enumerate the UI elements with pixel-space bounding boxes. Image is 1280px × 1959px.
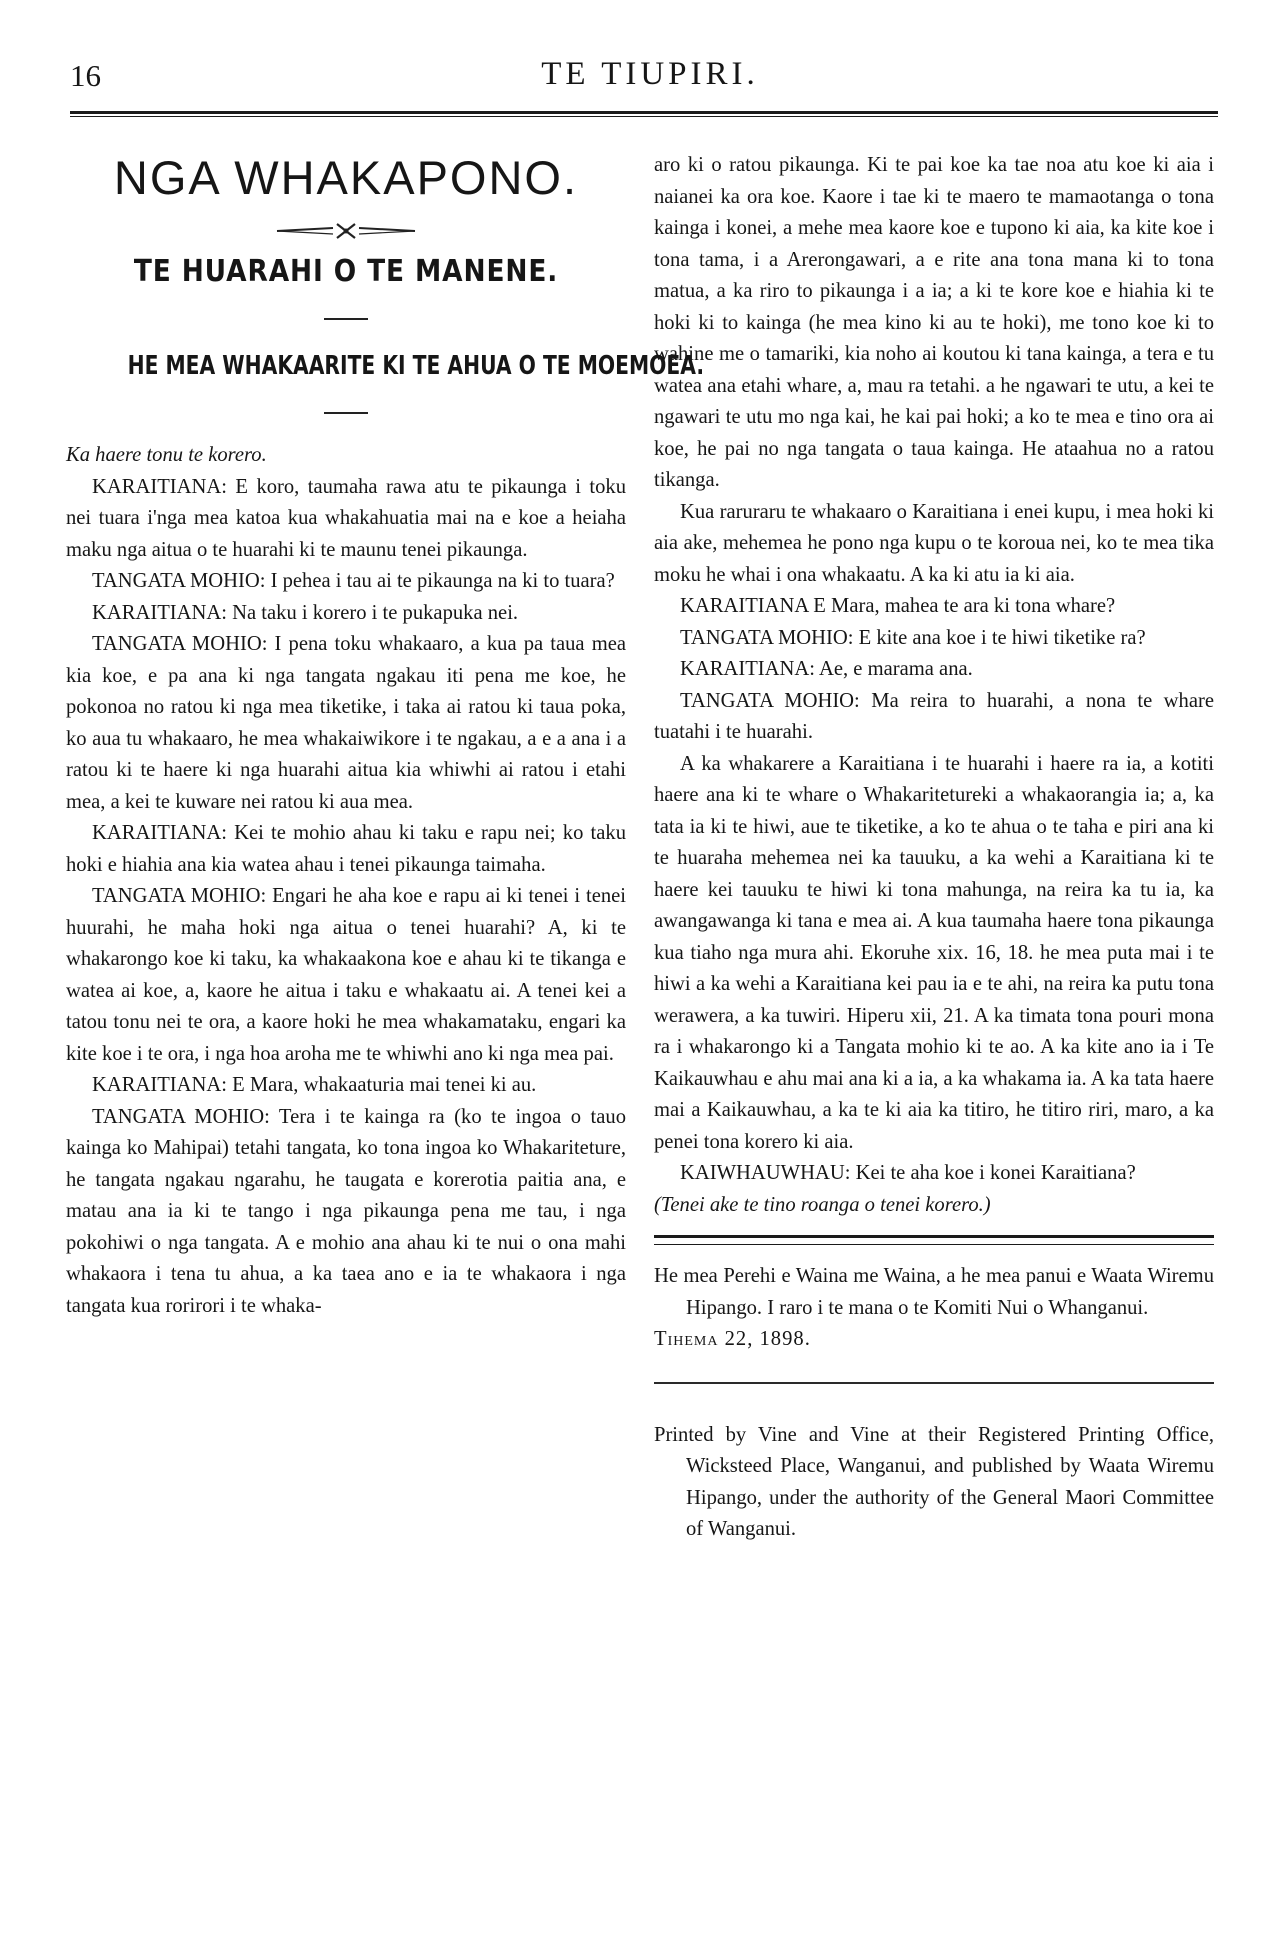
printer-text: Printed by Vine and Vine at their Registered Printing Office, Wicksteed Place, Wanganui, and published by Waata Wiremu Hipango, under the authority of the General Maori Committee of Wanganui. <box>654 1423 1214 1540</box>
paragraph: KARAITIANA: E koro, taumaha rawa atu te pikaunga i toku nei tuara i'nga mea katoa kua whakahuatia mai na e koe a heiaha maku nga aitua o te huarahi ki te maunu tenei pikaunga. <box>66 475 626 561</box>
notice-text: He mea Perehi e Waina me Waina, a he mea panui e Waata Wiremu Hipango. I raro i te mana o te Komiti Nui o Whanganui. <box>654 1265 1214 1319</box>
paragraph: Kua raruraru te whakaaro o Karaitiana i enei kupu, i mea hoki ki aia ake, mehemea he pono nga kupu o te koroua nei, ko te mea tika moku he whai i ona whakaatu. A ka ki atu ia ki aia. <box>654 500 1214 586</box>
header-rule <box>70 111 1218 117</box>
divider <box>324 412 368 414</box>
paragraph: TANGATA MOHIO: I pena toku whakaaro, a kua pa taua mea kia koe, e pa ana ki nga tangata ngakau iti pena me koe, he pokonoa no ratou ki nga mea tiketike, i taka ai ratou ki taua poka, ko aua tu whakaaro, he mea whakaiwikore i te ngakau, a e a ana i a ratou ki te haere ki nga huarahi aitua kia whiwhi ai ratou i etahi mea, a kei te kuware nei ratou ki aua mea. <box>66 633 626 813</box>
paragraph: KARAITIANA: Na taku i korero i te pukapuka nei. <box>92 601 519 624</box>
left-column <box>66 150 705 1322</box>
divider <box>654 1235 1214 1245</box>
issue-date: Tihema 22, 1898. <box>654 1328 811 1350</box>
lead-line: Ka haere tonu te korero. <box>66 444 267 466</box>
paragraph: TANGATA MOHIO: Ma reira to huarahi, a nona te whare tuatahi i te huarahi. <box>654 689 1214 743</box>
paragraph: KARAITIANA: E Mara, whakaaturia mai tenei ki au. <box>92 1074 537 1096</box>
paragraph: A ka whakarere a Karaitiana i te huarahi i haere ra ia, a kotiti haere ana ki te whare o Whakaritetureki a whakaorangia ia; a, ka tata ia ki te hiwi, aue te tiketike, a ko te ahua o te taha e piri ana ki te huaraha mehemea nei ka tauuku, a ka wehi a Karaitiana ki te haere kei tauuku te hiwi ki tona mahunga, na reira ka tu ia, ka awangawanga ki tana e mea ai. A kua taumaha haere tona pikaunga kua tiaho nga mura ahi. Ekoruhe xix. 16, 18. he mea puta mai i te hiwi a ka wehi a Karaitiana kei pau ia e te ahi, na reira ka putu tona werawera, a ka tuwiri. Hiperu xii, 21. A ka timata tona pouri mona ra i whakarongo ki a Tangata mohio ki te ao. A ka kite ano ia i Te Kaikauwhau e ahu mai ana ki a ia, a ka whakama ia. A ka tata haere mai a Kaikauwhau, a ka te ki aia ka titiro, he titiro riri, maro, a ka penei tona korero ki aia. <box>654 752 1214 1153</box>
divider <box>654 1382 1214 1384</box>
decorative-rule-icon <box>66 220 626 242</box>
article-subtitle: TE HUARAHI O TE MANENE. <box>133 254 559 289</box>
paragraph: KAIWHAUWHAU: Kei te aha koe i konei Karaitiana? <box>680 1162 1136 1184</box>
page-number: 16 <box>70 58 101 93</box>
article-title: NGA WHAKAPONO. <box>113 151 579 204</box>
paragraph: TANGATA MOHIO: I pehea i tau ai te pikaunga na ki to tuara? <box>92 570 615 592</box>
divider <box>324 318 368 320</box>
paragraph: KARAITIANA: Kei te mohio ahau ki taku e rapu nei; ko taku hoki e hiahia ana kia watea ahau i tenei pikaunga taimaha. <box>66 822 626 876</box>
paragraph: TANGATA MOHIO: E kite ana koe i te hiwi tiketike ra? <box>680 626 1146 649</box>
publisher-notice <box>654 1261 1214 1356</box>
closing-note: (Tenei ake te tino roanga o tenei korero.) <box>654 1193 991 1216</box>
article-subtitle-2: HE MEA WHAKAARITE KI TE AHUA O TE MOEMOEA. <box>127 351 705 381</box>
running-title: TE TIUPIRI. <box>541 56 759 92</box>
paragraph: aro ki o ratou pikaunga. Ki te pai koe ka tae noa atu koe ki aia i naianei ka ora koe. Kaore i tae ki te maero te mamaotanga o tona kainga i konei, a mehe mea kaore koe e tupono ki aia, ka kite koe i tona tama, i a Arerongawari, a e rite ana tona mana ki to tona matua, a ka riro to pikaunga i a ia; a ki te kore koe e hiahia ki te hoki ki to kainga (he mea kino ki au te hoki), me tono koe ki to wahine me o tamariki, kia noho ai koutou ki tana kainga, a tera e tu watea ana etahi whare, a, mau ra tetahi. a he ngawari te utu, a kei te ngawari te utu mo nga kai, he kai pai hoki; a ko te mea e tino ora ai koe, he pai no nga tangata o taua kainga. He ataahua no a ratou tikanga. <box>654 154 1214 491</box>
paragraph: KARAITIANA E Mara, mahea te ara ki tona whare? <box>680 595 1116 617</box>
printer-imprint <box>654 1420 1214 1546</box>
paragraph: KARAITIANA: Ae, e marama ana. <box>680 658 973 680</box>
paragraph: TANGATA MOHIO: Tera i te kainga ra (ko te ingoa o tauo kainga ko Mahipai) tetahi tangata, ko tona ingoa ko Whakariteture, he tangata ngakau ngarahu, he taugata e korerotia paitia ana, e matau ana ia ki te tango i nga pikaunga pena me tau, i nga pokohiwi o nga tangata. A e mohio ana ahau ki te nui o ona mahi whakaora i tena tu ahua, a ka taea ano e ia te whakaora i nga tangata kua rorirori i te whaka- <box>66 1105 626 1317</box>
right-column <box>654 150 1214 1546</box>
paragraph: TANGATA MOHIO: Engari he aha koe e rapu ai ki tenei i tenei huurahi, he maha hoki nga aitua o tenei huarahi? A, ki te whakarongo koe ki taku, ka whakaakona koe e ahau ki te tikanga e watea ai koe, a, kaore he aitua i taku e whakaatu ai. A tenei kei a tatou tonu nei te ora, a kaore hoki he mea whakamataku, engari ka kite koe i te ora, i nga hoa aroha me te whiwhi ano ki nga mea pai. <box>66 885 626 1065</box>
